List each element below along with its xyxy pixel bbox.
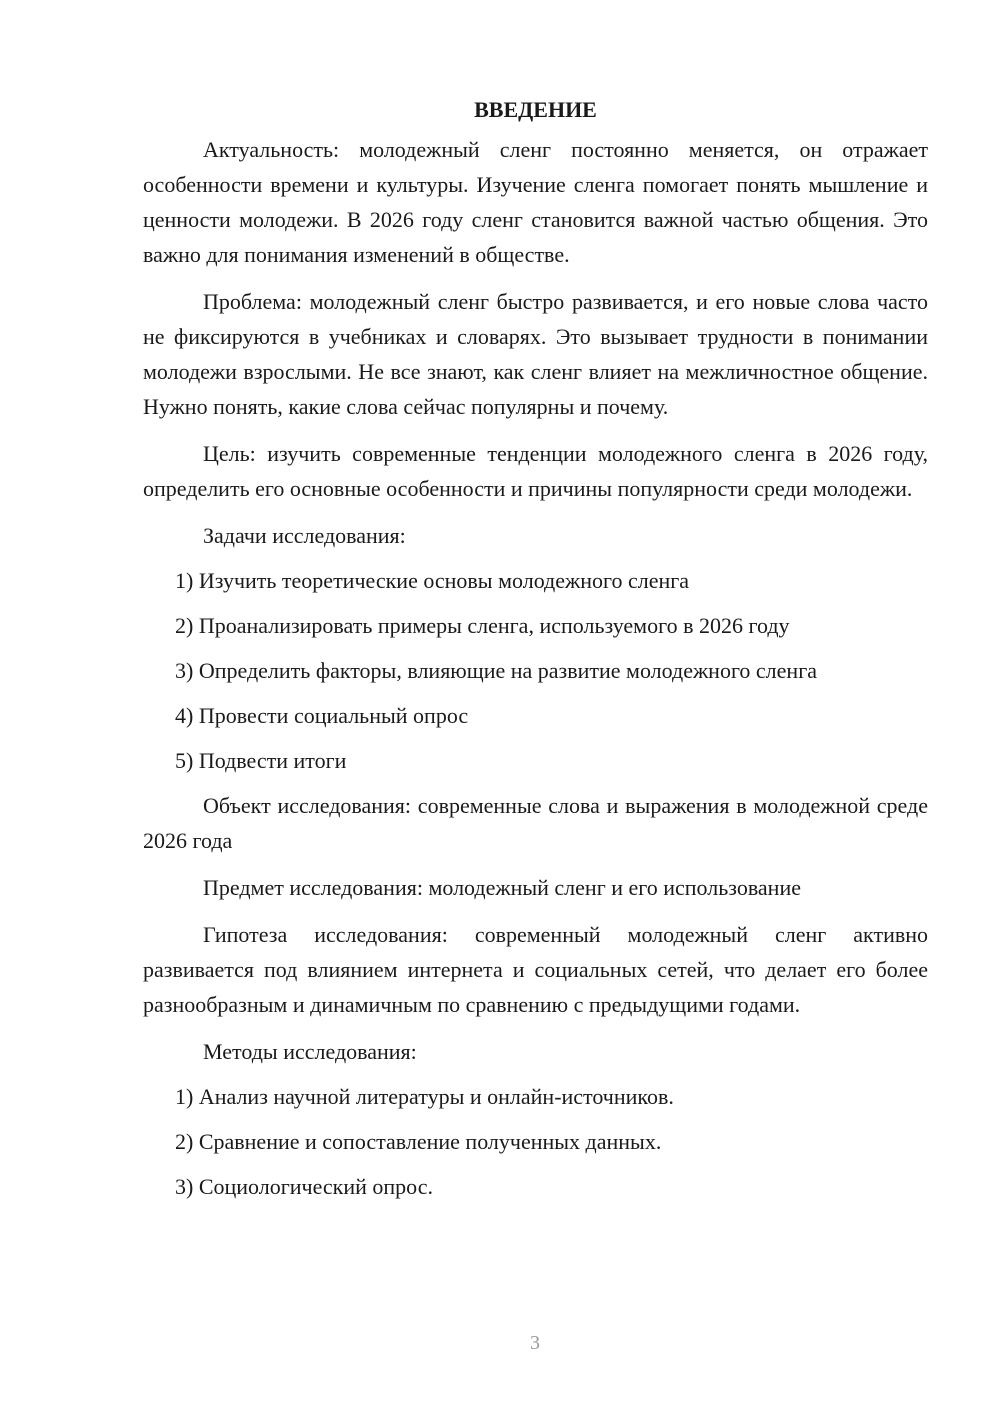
page-number: 3 — [530, 1332, 540, 1354]
document-page — [143, 92, 928, 1214]
page-title: ВВЕДЕНИЕ — [474, 97, 597, 122]
task-item: 2) Проанализировать примеры сленга, используемого в 2026 году — [175, 613, 790, 638]
method-item: 1) Анализ научной литературы и онлайн-источников. — [175, 1084, 674, 1109]
task-item: 3) Определить факторы, влияющие на развитие молодежного сленга — [175, 658, 817, 683]
goal-paragraph: Цель: изучить современные тенденции молодежного сленга в 2026 году, определить его основные особенности и причины популярности среди молодежи. — [143, 441, 928, 501]
tasks-list — [143, 563, 928, 778]
method-item: 3) Социологический опрос. — [175, 1174, 433, 1199]
methods-list — [143, 1079, 928, 1204]
subject-paragraph: Предмет исследования: молодежный сленг и его использование — [203, 875, 801, 900]
methods-label: Методы исследования: — [203, 1039, 417, 1064]
hypothesis-paragraph: Гипотеза исследования: современный молодежный сленг активно развивается под влиянием интернета и социальных сетей, что делает его более разнообразным и динамичным по сравнению с предыдущими годами. — [143, 922, 928, 1017]
task-item: 5) Подвести итоги — [175, 748, 347, 773]
method-item: 2) Сравнение и сопоставление полученных данных. — [175, 1129, 662, 1154]
task-item: 4) Провести социальный опрос — [175, 703, 469, 728]
task-item: 1) Изучить теоретические основы молодежного сленга — [175, 568, 690, 593]
problem-paragraph: Проблема: молодежный сленг быстро развивается, и его новые слова часто не фиксируются в учебниках и словарях. Это вызывает трудности в понимании молодежи взрослыми. Не все знают, как сленг влияет на межличностное общение. Нужно понять, какие слова сейчас популярны и почему. — [143, 289, 928, 419]
object-paragraph: Объект исследования: современные слова и выражения в молодежной среде 2026 года — [143, 793, 928, 853]
tasks-label: Задачи исследования: — [203, 523, 406, 548]
relevance-paragraph: Актуальность: молодежный сленг постоянно меняется, он отражает особенности времени и культуры. Изучение сленга помогает понять мышление и ценности молодежи. В 2026 году сленг становится важной частью общения. Это важно для понимания изменений в обществе. — [143, 137, 928, 267]
